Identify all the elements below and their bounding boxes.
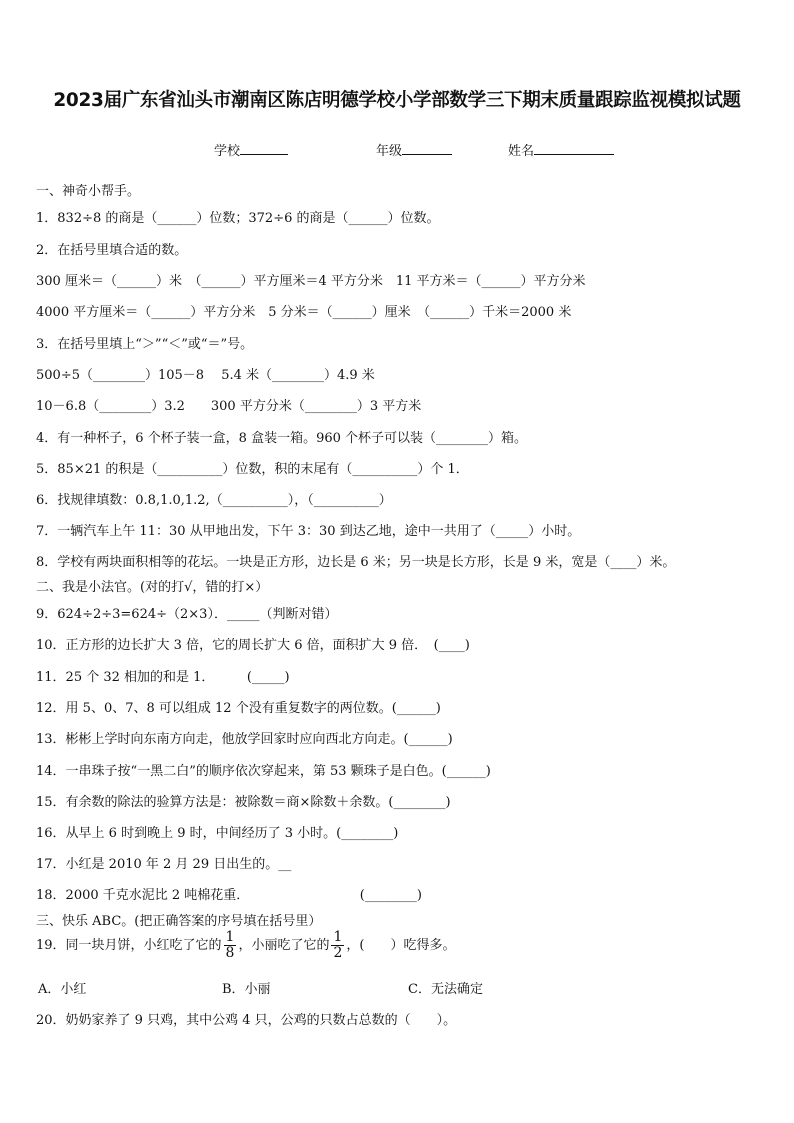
name-label: 姓名: [508, 144, 535, 159]
question-6: 6．找规律填数：0.8,1.0,1.2,（__________），（__________）: [36, 493, 392, 508]
question-19-text-1: 19．同一块月饼，小红吃了它的: [36, 938, 222, 953]
question-3-row-1: 500÷5（________）105－8 5.4 米（________）4.9 米: [36, 368, 375, 383]
question-2-row-2: 4000 平方厘米＝（______）平方分米 5 分米＝（______）厘米 （______）千米＝2000 米: [36, 305, 572, 320]
question-4: 4．有一种杯子，6 个杯子装一盒，8 盒装一箱。960 个杯子可以装（________）箱。: [36, 431, 528, 446]
question-2: 2．在括号里填合适的数。: [36, 243, 188, 258]
section-1-heading: 一、神奇小帮手。: [36, 184, 141, 199]
section-3-heading: 三、快乐 ABC。(把正确答案的序号填在括号里）: [36, 914, 322, 929]
school-input[interactable]: [240, 142, 288, 155]
fraction-denominator: 2: [333, 945, 343, 961]
school-field: [214, 140, 288, 159]
question-3-row-2: 10－6.8（________）3.2 300 平方分米（________）3 平方米: [36, 399, 422, 414]
question-19-text-2: ，小丽吃了它的: [238, 938, 330, 953]
question-20: 20．奶奶家养了 9 只鸡，其中公鸡 4 只，公鸡的只数占总数的（ ）。: [36, 1013, 457, 1028]
question-17: 17．小红是 2010 年 2 月 29 日出生的。__: [36, 857, 292, 872]
question-16: 16．从早上 6 时到晚上 9 时，中间经历了 3 小时。(________): [36, 826, 399, 841]
option-a: A．小红: [38, 982, 87, 997]
fraction-numerator: 1: [333, 929, 343, 945]
fraction-numerator: 1: [225, 929, 235, 945]
grade-label: 年级: [376, 144, 403, 159]
section-2-heading: 二、我是小法官。(对的打√，错的打×）: [36, 580, 269, 595]
grade-field: [376, 140, 452, 159]
school-label: 学校: [214, 144, 241, 159]
question-8: 8．学校有两块面积相等的花坛。一块是正方形，边长是 6 米；另一块是长方形，长是 9 米，宽是（____）米。: [36, 555, 676, 570]
fraction-one-eighth: [224, 930, 237, 961]
fraction-one-half: [331, 930, 344, 961]
question-1: 1．832÷8 的商是（______）位数；372÷6 的商是（______）位数。: [36, 211, 440, 226]
question-9: 9．624÷2÷3=624÷（2×3）．_____（判断对错）: [36, 607, 338, 622]
question-3: 3．在括号里填上“＞”“＜”或“＝”号。: [36, 337, 254, 352]
question-13: 13．彬彬上学时向东南方向走，他放学回家时应向西北方向走。(______): [36, 732, 453, 747]
question-19-text-3: ，( ）吃得多。: [346, 938, 456, 953]
question-15: 15．有余数的除法的验算方法是：被除数＝商×除数＋余数。(________): [36, 795, 451, 810]
option-b: B．小丽: [222, 982, 271, 997]
option-c: C．无法确定: [408, 982, 483, 997]
grade-input[interactable]: [402, 142, 452, 155]
question-11: 11．25 个 32 相加的和是 1． (_____): [36, 670, 290, 685]
question-5: 5．85×21 的积是（__________）位数，积的末尾有（__________）个 1．: [36, 462, 469, 477]
question-2-row-1: 300 厘米＝（______）米 （______）平方厘米＝4 平方分米 11 平方米＝（______）平方分米: [36, 274, 586, 289]
question-7: 7．一辆汽车上午 11：30 从甲地出发，下午 3：30 到达乙地，途中一共用了（_____）小时。: [36, 524, 581, 539]
question-18: 18．2000 千克水泥比 2 吨棉花重． (________): [36, 888, 422, 903]
question-19: [36, 930, 455, 961]
fraction-denominator: 8: [225, 945, 235, 961]
question-12: 12．用 5、0、7、8 可以组成 12 个没有重复数字的两位数。(______): [36, 701, 441, 716]
name-input[interactable]: [534, 142, 614, 155]
page-title: 2023届广东省汕头市潮南区陈店明德学校小学部数学三下期末质量跟踪监视模拟试题: [53, 90, 741, 111]
question-14: 14．一串珠子按“一黑二白”的顺序依次穿起来，第 53 颗珠子是白色。(______): [36, 764, 491, 779]
question-10: 10．正方形的边长扩大 3 倍，它的周长扩大 6 倍，面积扩大 9 倍． (____): [36, 638, 470, 653]
name-field: [508, 140, 614, 159]
